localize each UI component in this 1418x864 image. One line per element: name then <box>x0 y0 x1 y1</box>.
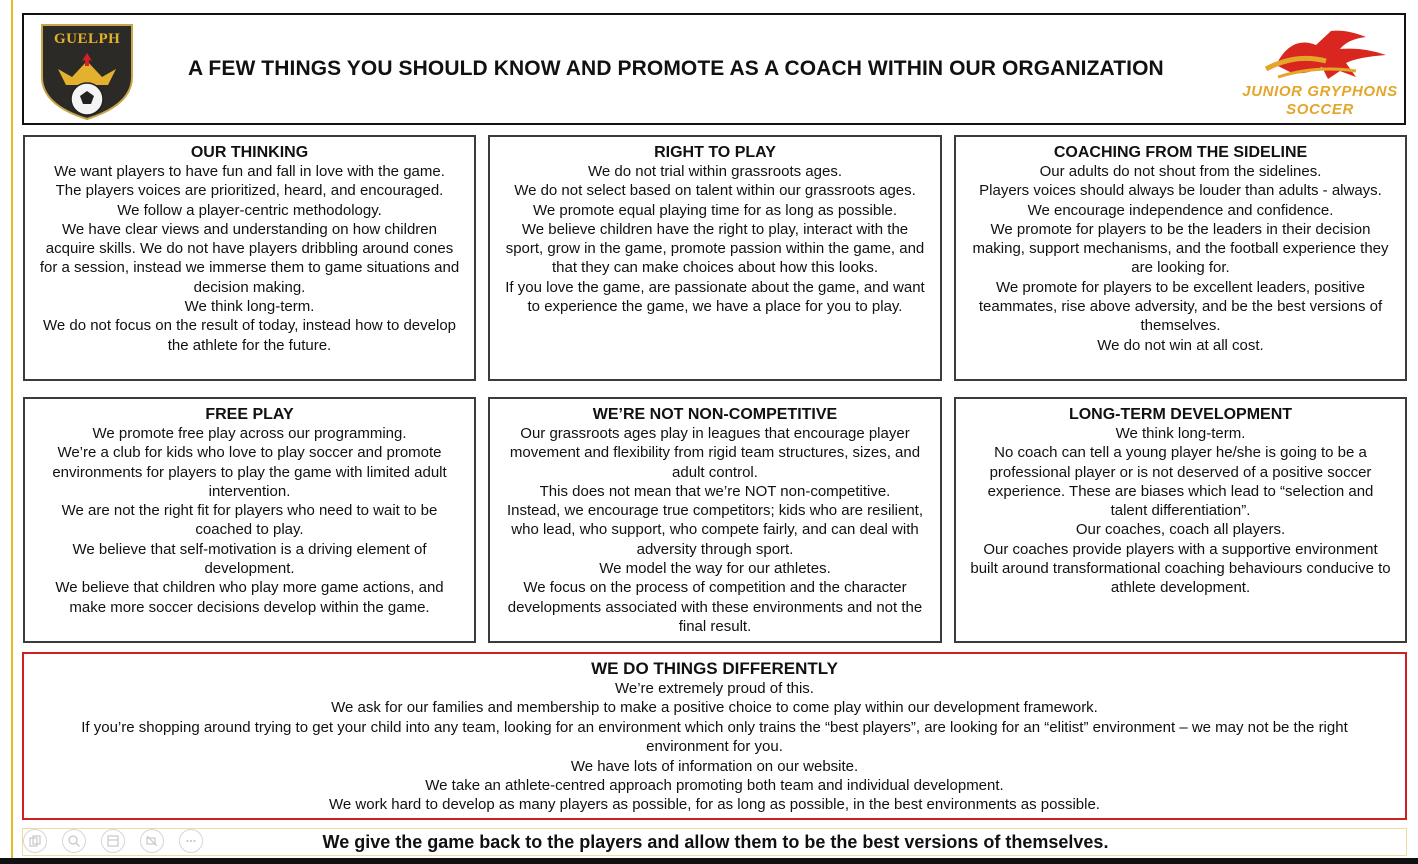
card-line: We promote free play across our programming. <box>92 425 407 442</box>
card-line: We promote for players to be excellent leaders, positive teammates, rise above adversity, and be the best versions of themselves. <box>978 278 1383 335</box>
panel-line: We take an athlete-centred approach promoting both team and individual development. <box>425 777 1004 795</box>
card-line: We promote equal playing time for as long as possible. <box>532 201 898 219</box>
card-body <box>35 424 464 617</box>
card-line: We want players to have fun and fall in love with the game. <box>54 163 445 180</box>
card-title: COACHING FROM THE SIDELINE <box>1053 144 1308 161</box>
panel-line: We ask for our families and membership to make a positive choice to come play within our development framework. <box>331 699 1098 717</box>
card-body <box>966 162 1395 355</box>
guelph-crest-logo <box>36 19 138 121</box>
card-our-thinking <box>23 135 476 381</box>
card-body <box>35 162 464 355</box>
card-body <box>500 162 930 316</box>
card-title: FREE PLAY <box>205 406 294 423</box>
card-line: We focus on the process of competition and the character developments associated with these environments and not the final result. <box>507 579 923 635</box>
panel-line: If you’re shopping around trying to get your child into any team, looking for an environment which only trains the “best players”, are looking for an “elitist” environment – we may not be the right environment for you. <box>81 718 1348 756</box>
card-line: We do not win at all cost. <box>1097 336 1264 354</box>
card-line: No coach can tell a young player he/she is going to be a professional player or is not deserved of a positive soccer experience. These are biases which lead to “selection and talent differentiation”. <box>987 444 1374 520</box>
card-title: OUR THINKING <box>190 144 309 161</box>
card-title: WE’RE NOT NON-COMPETITIVE <box>592 406 838 423</box>
panel-line: We work hard to develop as many players as possible, for as long as possible, in the best environments as possible. <box>329 796 1100 814</box>
card-line: The players voices are prioritized, heard, and encouraged. <box>55 182 444 200</box>
card-title: RIGHT TO PLAY <box>654 144 776 161</box>
card-line: We believe that self-motivation is a driving element of development. <box>72 540 427 578</box>
we-do-things-differently-panel <box>22 652 1407 820</box>
card-free-play <box>23 397 476 643</box>
more-icon[interactable] <box>179 829 203 853</box>
card-line: We model the way for our athletes. <box>599 560 831 578</box>
card-title: LONG-TERM DEVELOPMENT <box>1068 406 1293 423</box>
card-line: Instead, we encourage true competitors; kids who are resilient, who lead, who support, who compete fairly, and can deal with adversity through sport. <box>506 502 924 558</box>
card-body <box>500 424 930 636</box>
zoom-icon[interactable] <box>62 829 86 853</box>
card-line: We follow a player-centric methodology. <box>117 201 382 219</box>
card-coaching-from-sideline <box>954 135 1407 381</box>
page-edge-bottom <box>0 858 1418 864</box>
card-line: Players voices should always be louder than adults - always. <box>979 182 1382 200</box>
footer-banner <box>22 828 1407 856</box>
layout-icon[interactable] <box>101 829 125 853</box>
card-line: We think long-term. <box>184 298 315 316</box>
card-long-term-development <box>954 397 1407 643</box>
card-line: We are not the right fit for players who need to wait to be coached to play. <box>61 502 438 539</box>
card-line: If you love the game, are passionate about the game, and want to experience the game, we have a place for you to play. <box>505 278 925 316</box>
card-line: Our adults do not shout from the sidelines. <box>1039 163 1322 180</box>
page-header <box>22 13 1406 125</box>
page-edge-left <box>11 0 13 864</box>
panel-body <box>44 679 1385 815</box>
copy-icon[interactable] <box>23 829 47 853</box>
card-line: This does not mean that we’re NOT non-competitive. <box>539 482 891 500</box>
crest-text: GUELPH <box>54 31 121 47</box>
card-line: Our coaches, coach all players. <box>1075 521 1286 539</box>
panel-line: We’re extremely proud of this. <box>615 680 814 697</box>
viewer-toolbar <box>23 829 203 855</box>
card-line: We have clear views and understanding on how children acquire skills. We do not have players dribbling around cones for a session, instead we immerse them to game situations and decision making. <box>39 220 460 296</box>
card-line: We promote for players to be the leaders in their decision making, support mechanisms, and the football experience they are looking for. <box>972 220 1389 277</box>
card-line: We do not trial within grassroots ages. <box>587 163 842 180</box>
card-line: We encourage independence and confidence. <box>1027 201 1334 219</box>
panel-title: WE DO THINGS DIFFERENTLY <box>591 659 838 678</box>
card-line: We do not focus on the result of today, instead how to develop the athlete for the future. <box>42 317 457 354</box>
card-right-to-play <box>488 135 942 381</box>
card-line: Our coaches provide players with a supportive environment built around transformational coaching behaviours conducive to athlete development. <box>970 540 1391 597</box>
page-title: A FEW THINGS YOU SHOULD KNOW AND PROMOTE AS A COACH WITHIN OUR ORGANIZATION <box>188 57 1164 80</box>
card-body <box>966 424 1395 598</box>
card-not-non-competitive <box>488 397 942 643</box>
card-line: We do not select based on talent within our grassroots ages. <box>514 182 916 200</box>
junior-gryphons-logo <box>1236 25 1404 121</box>
brand-name: JUNIOR GRYPHONS <box>1242 83 1398 100</box>
card-line: We think long-term. <box>1115 425 1246 442</box>
card-line: We’re a club for kids who love to play soccer and promote environments for players to play the game with limited adult intervention. <box>52 444 447 500</box>
footer-tagline: We give the game back to the players and allow them to be the best versions of themselves. <box>322 832 1109 852</box>
card-line: We believe that children who play more game actions, and make more soccer decisions develop within the game. <box>55 579 444 616</box>
no-video-icon[interactable] <box>140 829 164 853</box>
brand-sport: SOCCER <box>1286 101 1354 118</box>
panel-line: We have lots of information on our website. <box>570 757 859 775</box>
card-line: We believe children have the right to play, interact with the sport, grow in the game, promote passion within the game, and that they can make choices about how this looks. <box>505 220 925 277</box>
card-line: Our grassroots ages play in leagues that encourage player movement and flexibility from rigid team structures, sizes, and adult control. <box>509 425 921 481</box>
